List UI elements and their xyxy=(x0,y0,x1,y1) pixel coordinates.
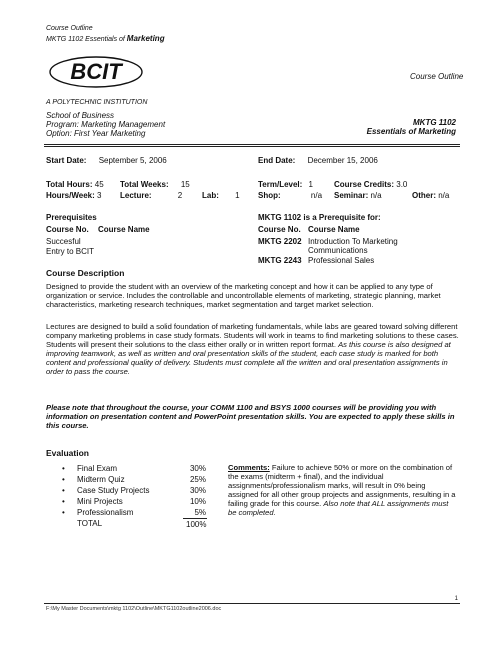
evaluation-item-percent: 10% xyxy=(189,497,206,506)
end-date-label: End Date: xyxy=(258,156,296,165)
start-date-row xyxy=(46,156,167,165)
evaluation-item-name: Final Exam xyxy=(77,464,118,473)
seminar-value: n/a xyxy=(370,191,382,200)
total-underline xyxy=(183,518,207,519)
evaluation-total-pct: 100% xyxy=(186,520,207,529)
footer-divider xyxy=(44,603,460,604)
prereq-for-row-1-name: Introduction To Marketing xyxy=(308,237,398,246)
evaluation-item-percent: 30% xyxy=(189,464,206,473)
shop-label: Shop: xyxy=(258,191,281,200)
description-p2-plain: Lectures are designed to build a solid foundation of marketing fundamentals, while labs are geared toward solving different company marketing problems in case study formats. Students will work in teams to find marketing solutions to these cases. Students will present their solutions to the class either orally or in written report format. xyxy=(46,322,459,349)
bullet-icon: • xyxy=(62,497,65,506)
total-hours xyxy=(46,180,104,189)
school-name: School of Business xyxy=(46,111,115,120)
bullet-icon: • xyxy=(62,508,65,517)
hours-week xyxy=(46,191,101,200)
end-date-row xyxy=(258,156,378,165)
end-date-value: December 15, 2006 xyxy=(307,156,378,165)
program-name: Program: Marketing Management xyxy=(46,120,166,129)
evaluation-item-name: Professionalism xyxy=(77,508,134,517)
total-weeks-label: Total Weeks: xyxy=(120,180,169,189)
option-name: Option: First Year Marketing xyxy=(46,129,146,138)
footer-path: F:\My Master Documents\mktg 1102\Outline\MKTG1102outline2006.doc xyxy=(46,606,222,612)
logo-tagline: A POLYTECHNIC INSTITUTION xyxy=(46,99,148,106)
prereq-item-line2: Entry to BCIT xyxy=(46,247,95,256)
header-subtitle-bold: Marketing xyxy=(126,34,165,43)
course-name: Essentials of Marketing xyxy=(366,127,456,136)
course-outline-label: Course Outline xyxy=(410,72,464,81)
other xyxy=(412,191,449,200)
evaluation-comments xyxy=(228,463,458,517)
description-paragraph-1: Designed to provide the student with an overview of the marketing concept and how it can be applied to any type of organization or service. Includes the controllable and uncontrollable elements of marketing, strategic planning, market characteristics, marketing research techniques, market segmentation and target market selection. xyxy=(46,282,441,309)
evaluation-item-name: Case Study Projects xyxy=(77,486,150,495)
description-title: Course Description xyxy=(46,268,125,278)
lecture-label: Lecture: xyxy=(120,191,152,200)
lab-value: 1 xyxy=(235,191,240,200)
prereq-item-line1: Succesful xyxy=(46,237,81,246)
term-label: Term/Level: xyxy=(258,180,303,189)
prereq-for-row-2-name: Professional Sales xyxy=(308,256,375,265)
prereq-for-row-1-no: MKTG 2202 xyxy=(258,237,302,246)
lecture xyxy=(120,191,182,200)
bcit-logo xyxy=(46,52,146,98)
hours-week-label: Hours/Week: xyxy=(46,191,95,200)
lab-label: Lab: xyxy=(202,191,219,200)
lab xyxy=(202,191,240,200)
header-subtitle-prefix: MKTG 1102 Essentials of xyxy=(46,36,127,43)
prereq-for-col-no: Course No. xyxy=(258,225,301,234)
bullet-icon: • xyxy=(62,486,65,495)
comments-label: Comments: xyxy=(228,463,270,472)
comments-italic: Also note that ALL assignments must be completed. xyxy=(228,499,449,517)
total-weeks xyxy=(120,180,190,189)
term-value: 1 xyxy=(308,180,313,189)
evaluation-item-percent: 5% xyxy=(194,508,206,517)
hours-week-value: 3 xyxy=(97,191,102,200)
bcit-logo-mark xyxy=(46,52,146,98)
course-code: MKTG 1102 xyxy=(413,118,456,127)
lecture-value: 2 xyxy=(177,191,183,200)
svg-text:BCIT: BCIT xyxy=(70,59,122,84)
divider xyxy=(44,144,460,145)
evaluation-item-percent: 25% xyxy=(189,475,206,484)
total-hours-value: 45 xyxy=(94,180,104,189)
description-p2-italic: As this course is also designed at improving teamwork, as well as written and oral presentation skills of the student, each case study is marked for both content and professional quality of delivery. Students must complete all the written and oral presentation assignments in order to pass the course. xyxy=(46,340,451,376)
description-paragraph-2 xyxy=(46,322,460,376)
evaluation-title: Evaluation xyxy=(46,448,89,458)
prereq-col-no: Course No. xyxy=(46,225,89,234)
total-weeks-value: 15 xyxy=(180,180,190,189)
comments-text: Failure to achieve 50% or more on the combination of the exams (midterm + final), and the individual assignments/professionalism marks, will result in 0% being assigned for all other group projects and assignments, resulting in a failing grade for this course. xyxy=(228,463,456,508)
prereq-for-title: MKTG 1102 is a Prerequisite for: xyxy=(258,213,381,222)
bullet-icon: • xyxy=(62,475,65,484)
other-value: n/a xyxy=(438,191,450,200)
term-level xyxy=(258,180,313,189)
prereq-for-row-2-no: MKTG 2243 xyxy=(258,256,302,265)
shop xyxy=(258,191,322,200)
seminar xyxy=(334,191,382,200)
prereq-for-col-name: Course Name xyxy=(308,225,360,234)
credits-value: 3.0 xyxy=(396,180,408,189)
course-credits xyxy=(334,180,407,189)
other-label: Other: xyxy=(412,191,436,200)
presentation-note: Please note that throughout the course, your COMM 1100 and BSYS 1000 courses will be providing you with information on presentation content and PowerPoint presentation skills. You are expected to apply these skills in this course. xyxy=(46,403,455,430)
prereq-for-row-1-name2: Communications xyxy=(308,246,368,255)
evaluation-total-label: TOTAL xyxy=(77,519,103,528)
bullet-icon: • xyxy=(62,464,65,473)
start-date-label: Start Date: xyxy=(46,156,87,165)
credits-label: Course Credits: xyxy=(334,180,395,189)
evaluation-item-percent: 30% xyxy=(189,486,206,495)
total-hours-label: Total Hours: xyxy=(46,180,93,189)
header-subtitle xyxy=(46,34,165,43)
prerequisites-title: Prerequisites xyxy=(46,213,97,222)
start-date-value: September 5, 2006 xyxy=(98,156,167,165)
seminar-label: Seminar: xyxy=(334,191,369,200)
evaluation-item-name: Midterm Quiz xyxy=(77,475,125,484)
evaluation-item-name: Mini Projects xyxy=(77,497,123,506)
page-number: 1 xyxy=(454,596,458,602)
divider xyxy=(44,146,460,147)
shop-value: n/a xyxy=(310,191,323,200)
prereq-col-name: Course Name xyxy=(98,225,150,234)
header-title: Course Outline xyxy=(46,25,93,32)
